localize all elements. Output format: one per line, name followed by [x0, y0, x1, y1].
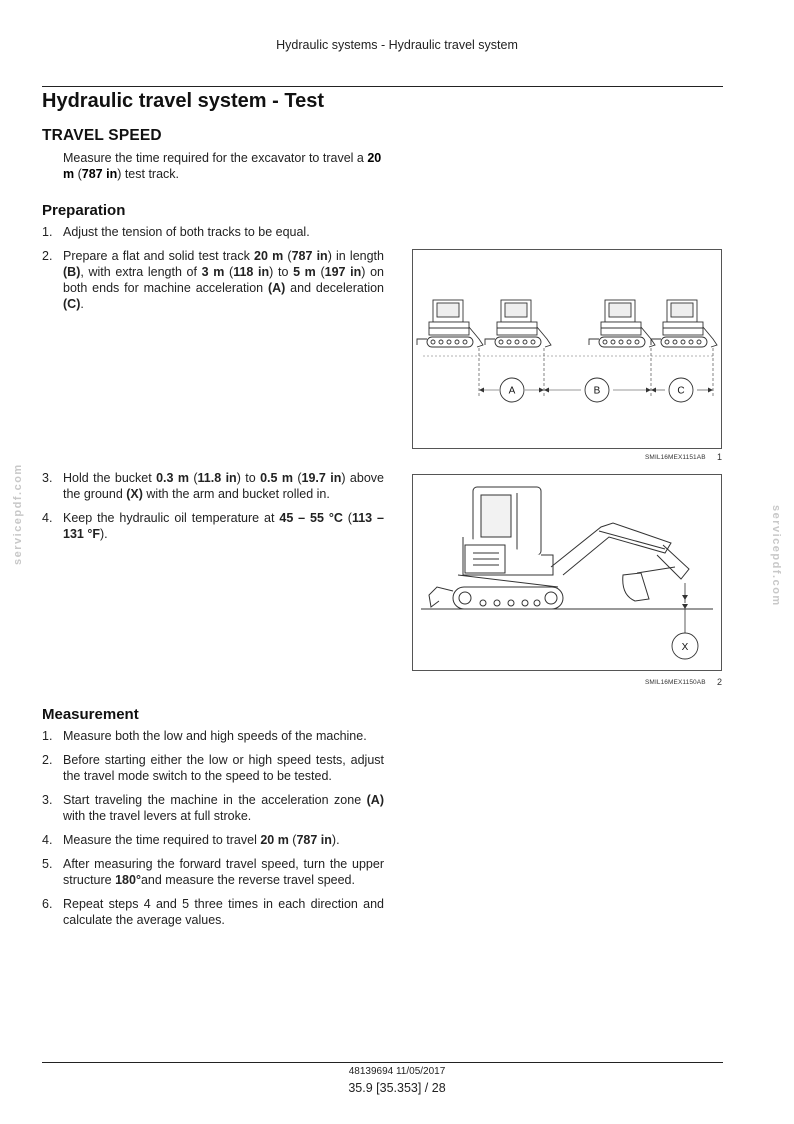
step-number: 3. [42, 471, 53, 485]
figure-2-caption: SMIL16MEX1150AB [645, 679, 706, 686]
list-item [42, 224, 384, 240]
step-text: Hold the bucket 0.3 m (11.8 in) to 0.5 m (19.7 in) above the ground (X) with the arm and bucket rolled in. [63, 471, 384, 501]
page-title: Hydraulic travel system - Test [42, 90, 324, 112]
figure-bucket-height [412, 474, 722, 671]
step-text: Measure both the low and high speeds of the machine. [63, 729, 367, 743]
measurement-steps [42, 728, 384, 936]
list-item [42, 248, 384, 312]
step-text: Before starting either the low or high speed tests, adjust the travel mode switch to the speed to be tested. [63, 753, 384, 783]
figure-2-number: 2 [717, 677, 723, 687]
section-heading-measurement: Measurement [42, 706, 139, 723]
list-item [42, 728, 384, 744]
step-text: Keep the hydraulic oil temperature at 45 – 55 °C (113 – 131 °F). [63, 511, 384, 541]
step-text: After measuring the forward travel speed, turn the upper structure 180°and measure the reverse travel speed. [63, 857, 384, 887]
step-number: 2. [42, 249, 53, 263]
figure-test-track [412, 249, 722, 449]
figure-1-caption: SMIL16MEX1151AB [645, 454, 706, 461]
step-text: Prepare a flat and solid test track 20 m (787 in) in length (B), with extra length of 3 m (118 in) to 5 m (197 in) on both ends for machine acceleration (A) and deceleration (C). [63, 249, 385, 311]
preparation-steps-b [42, 470, 384, 550]
watermark-left: servicepdf.com [12, 463, 24, 565]
preparation-steps-a [42, 224, 384, 320]
step-number: 3. [42, 793, 53, 807]
step-number: 5. [42, 857, 53, 871]
footer-page-number: 35.9 [35.353] / 28 [348, 1081, 446, 1095]
section-heading-preparation: Preparation [42, 202, 126, 219]
step-number: 4. [42, 833, 53, 847]
intro-paragraph: Measure the time required for the excavator to travel a 20 m (787 in) test track. [63, 151, 382, 181]
list-item [42, 856, 384, 888]
footer-doc-id: 48139694 11/05/2017 [348, 1066, 446, 1077]
list-item [42, 896, 384, 928]
list-item [42, 752, 384, 784]
step-number: 1. [42, 729, 53, 743]
bucket-height-illustration [413, 475, 721, 670]
list-item [42, 832, 384, 848]
header-rule [42, 86, 723, 87]
watermark-right: servicepdf.com [770, 505, 782, 607]
label-x: X [681, 642, 689, 653]
step-number: 1. [42, 225, 53, 239]
list-item [42, 510, 384, 542]
step-number: 2. [42, 753, 53, 767]
step-text: Repeat steps 4 and 5 three times in each direction and calculate the average values. [63, 897, 384, 927]
step-number: 4. [42, 511, 53, 525]
section-heading-travel-speed: TRAVEL SPEED [42, 127, 162, 144]
test-track-illustration [413, 250, 721, 448]
figure-1-number: 1 [717, 452, 723, 462]
step-number: 6. [42, 897, 53, 911]
list-item [42, 792, 384, 824]
step-text: Start traveling the machine in the acceleration zone (A) with the travel levers at full stroke. [63, 793, 384, 823]
step-text: Measure the time required to travel 20 m (787 in). [63, 833, 340, 847]
list-item [42, 470, 384, 502]
footer-rule [42, 1062, 723, 1063]
label-c: C [677, 385, 685, 397]
step-text: Adjust the tension of both tracks to be equal. [63, 225, 310, 239]
label-b: B [593, 385, 601, 397]
label-a: A [508, 385, 516, 397]
running-header: Hydraulic systems - Hydraulic travel system [276, 38, 518, 52]
